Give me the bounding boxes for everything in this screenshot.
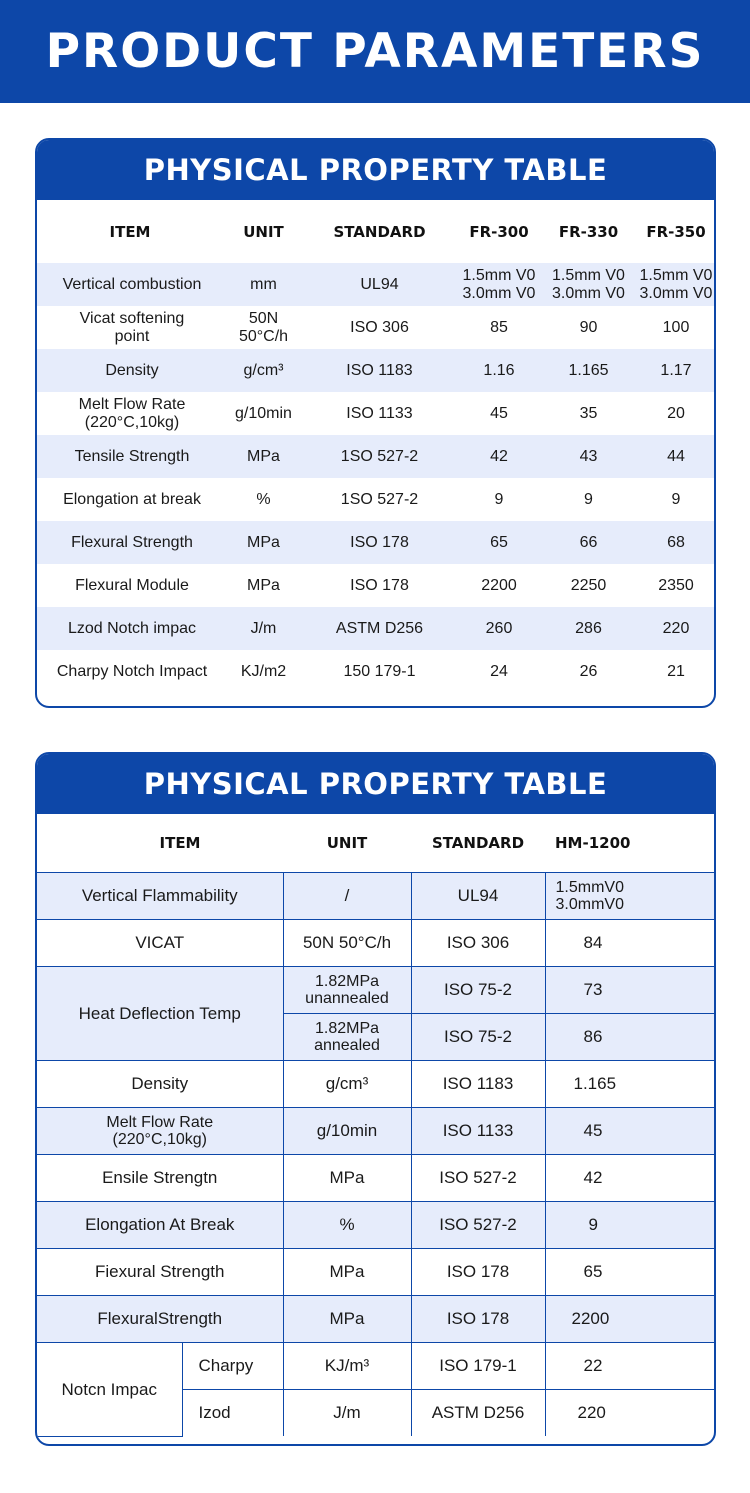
cell-item: Lzod Notch impac [37, 607, 223, 650]
col-header: ITEM [37, 814, 283, 872]
cell-standard: ISO 178 [350, 576, 409, 594]
cell-standard: ISO 306 [411, 919, 545, 966]
cell-standard: ISO 178 [411, 1295, 545, 1342]
cell-item: Heat Deflection Temp [37, 966, 283, 1060]
cell-value: 1.17 [634, 349, 716, 392]
cell-unit: KJ/m2 [240, 662, 287, 680]
cell-value: 44 [634, 435, 716, 478]
property-table-1 [37, 200, 716, 693]
col-header: UNIT [283, 814, 411, 872]
cell-unit: 1.82MPa annealed [283, 1013, 411, 1060]
cell-value: 65 [545, 1248, 716, 1295]
cell-value: 42 [455, 435, 543, 478]
table-row [37, 435, 716, 478]
cell-item: VICAT [37, 919, 283, 966]
table-row [37, 1248, 716, 1295]
table-title: PHYSICAL PROPERTY TABLE [143, 153, 608, 187]
cell-item: Vicat softening point [79, 309, 185, 345]
cell-standard: ISO 179-1 [411, 1342, 545, 1389]
col-header: ITEM [109, 222, 151, 241]
cell-standard: ISO 527-2 [411, 1154, 545, 1201]
table-row [37, 1201, 716, 1248]
table-header-row [37, 200, 716, 263]
table-header-row [37, 814, 716, 872]
cell-value: 85 [490, 318, 508, 336]
col-header: FR-350 [646, 222, 706, 241]
cell-value: 286 [543, 607, 634, 650]
cell-value: 2250 [570, 576, 607, 594]
cell-value: 26 [579, 662, 598, 680]
cell-value: 84 [545, 919, 716, 966]
cell-value: 22 [545, 1342, 716, 1389]
cell-unit: % [283, 1201, 411, 1248]
cell-standard: ISO 178 [304, 521, 455, 564]
cell-value: 68 [634, 521, 716, 564]
cell-standard: ISO 527-2 [411, 1201, 545, 1248]
cell-value: 43 [543, 435, 634, 478]
cell-unit: MPa [223, 435, 304, 478]
cell-item: Notcn Impac [37, 1342, 182, 1436]
cell-value: 2350 [658, 576, 694, 594]
table-row [37, 919, 716, 966]
cell-value: 20 [667, 404, 685, 422]
cell-unit: 50N 50°C/h [283, 919, 411, 966]
cell-value: 2200 [545, 1295, 716, 1342]
cell-value: 1.5mm V0 3.0mm V0 [634, 263, 716, 306]
cell-value: 260 [455, 607, 543, 650]
table-row [37, 306, 716, 349]
cell-item: Tensile Strength [37, 435, 223, 478]
cell-standard: 1SO 527-2 [340, 490, 419, 508]
table-row [37, 1342, 716, 1389]
page-title: PRODUCT PARAMETERS [45, 24, 705, 79]
cell-standard: ISO 306 [350, 318, 409, 336]
cell-value: 9 [545, 1201, 716, 1248]
cell-item: Flexural Strength [37, 521, 223, 564]
cell-standard: UL94 [411, 872, 545, 919]
cell-value: 66 [543, 521, 634, 564]
cell-unit: g/10min [235, 404, 292, 422]
cell-value: 9 [494, 490, 504, 508]
cell-unit: J/m [283, 1389, 411, 1436]
cell-unit: J/m [223, 607, 304, 650]
cell-value: 42 [545, 1154, 716, 1201]
cell-value: 45 [490, 404, 508, 422]
cell-item: Vertical Flammability [37, 872, 283, 919]
cell-value: 65 [455, 521, 543, 564]
cell-unit: / [283, 872, 411, 919]
cell-value: 45 [545, 1107, 716, 1154]
table-row [37, 564, 716, 607]
cell-value: 9 [671, 490, 681, 508]
cell-unit: MPa [283, 1295, 411, 1342]
table-row [37, 478, 716, 521]
cell-value: 1.5mm V0 3.0mm V0 [455, 263, 543, 306]
cell-item: FlexuralStrength [37, 1295, 283, 1342]
table-header-bar [37, 754, 714, 814]
cell-unit: MPa [223, 521, 304, 564]
cell-unit: MPa [283, 1154, 411, 1201]
cell-value: 1.5mmV0 3.0mmV0 [545, 872, 716, 919]
cell-item: Density [37, 349, 223, 392]
table-row [37, 1107, 716, 1154]
cell-item: Density [37, 1060, 283, 1107]
cell-standard: ISO 75-2 [411, 966, 545, 1013]
cell-unit: % [256, 490, 271, 508]
table-title: PHYSICAL PROPERTY TABLE [143, 767, 608, 801]
cell-unit: mm [223, 263, 304, 306]
cell-value: 1.5mm V0 3.0mm V0 [543, 263, 634, 306]
col-header: FR-300 [469, 222, 529, 241]
cell-standard: 1SO 527-2 [304, 435, 455, 478]
cell-standard: 150 179-1 [343, 662, 416, 680]
table-row [37, 1060, 716, 1107]
cell-unit: MPa [247, 576, 280, 594]
cell-value: 1.16 [455, 349, 543, 392]
cell-unit: 1.82MPa unannealed [283, 966, 411, 1013]
cell-value: 2200 [481, 576, 517, 594]
table-row [37, 966, 716, 1013]
table-header-bar [37, 140, 714, 200]
property-table-card-2 [35, 752, 716, 1446]
cell-unit: g/cm³ [223, 349, 304, 392]
table-row [37, 392, 716, 435]
col-header: HM-1200 [545, 814, 716, 872]
col-header: STANDARD [333, 222, 426, 241]
cell-value: 9 [584, 490, 593, 508]
cell-standard: ISO 1183 [411, 1060, 545, 1107]
cell-standard: ASTM D256 [411, 1389, 545, 1436]
cell-unit: g/cm³ [283, 1060, 411, 1107]
cell-value: 24 [490, 662, 508, 680]
cell-value: 86 [545, 1013, 716, 1060]
cell-unit: g/10min [283, 1107, 411, 1154]
cell-item: Elongation at break [63, 490, 201, 508]
cell-standard: ISO 1183 [304, 349, 455, 392]
table-row [37, 650, 716, 693]
cell-value: 90 [579, 318, 598, 336]
table-row [37, 521, 716, 564]
cell-subitem: Izod [182, 1389, 283, 1436]
cell-item: Fiexural Strength [37, 1248, 283, 1295]
table-row [37, 607, 716, 650]
cell-item: Melt Flow Rate (220°C,10kg) [37, 1107, 283, 1154]
cell-value: 220 [545, 1389, 716, 1436]
cell-item: Melt Flow Rate (220°C,10kg) [78, 395, 186, 431]
table-row [37, 1154, 716, 1201]
cell-unit: MPa [283, 1248, 411, 1295]
cell-standard: ASTM D256 [304, 607, 455, 650]
cell-item: Charpy Notch Impact [56, 662, 208, 680]
col-header: STANDARD [411, 814, 545, 872]
header-banner [0, 0, 750, 103]
col-header: UNIT [243, 222, 284, 241]
cell-item: Ensile Strengtn [37, 1154, 283, 1201]
cell-unit: KJ/m³ [283, 1342, 411, 1389]
cell-value: 220 [634, 607, 716, 650]
cell-standard: ISO 1133 [411, 1107, 545, 1154]
cell-item: Flexural Module [75, 576, 189, 594]
table-row [37, 349, 716, 392]
cell-item: Vertical combustion [37, 263, 223, 306]
cell-standard: ISO 178 [411, 1248, 545, 1295]
cell-item: Elongation At Break [37, 1201, 283, 1248]
property-table-2 [37, 814, 716, 1437]
cell-value: 73 [545, 966, 716, 1013]
property-table-card-1 [35, 138, 716, 708]
cell-standard: UL94 [304, 263, 455, 306]
cell-value: 1.165 [545, 1060, 716, 1107]
table-row [37, 263, 716, 306]
cell-subitem: Charpy [182, 1342, 283, 1389]
cell-unit: 50N 50°C/h [238, 309, 289, 345]
cell-value: 21 [667, 662, 685, 680]
col-header: FR-330 [558, 222, 619, 241]
cell-standard: ISO 1133 [346, 404, 413, 422]
cell-standard: ISO 75-2 [411, 1013, 545, 1060]
table-row [37, 872, 716, 919]
cell-value: 1.165 [543, 349, 634, 392]
table-row [37, 1295, 716, 1342]
cell-value: 35 [579, 404, 598, 422]
cell-value: 100 [662, 318, 690, 336]
